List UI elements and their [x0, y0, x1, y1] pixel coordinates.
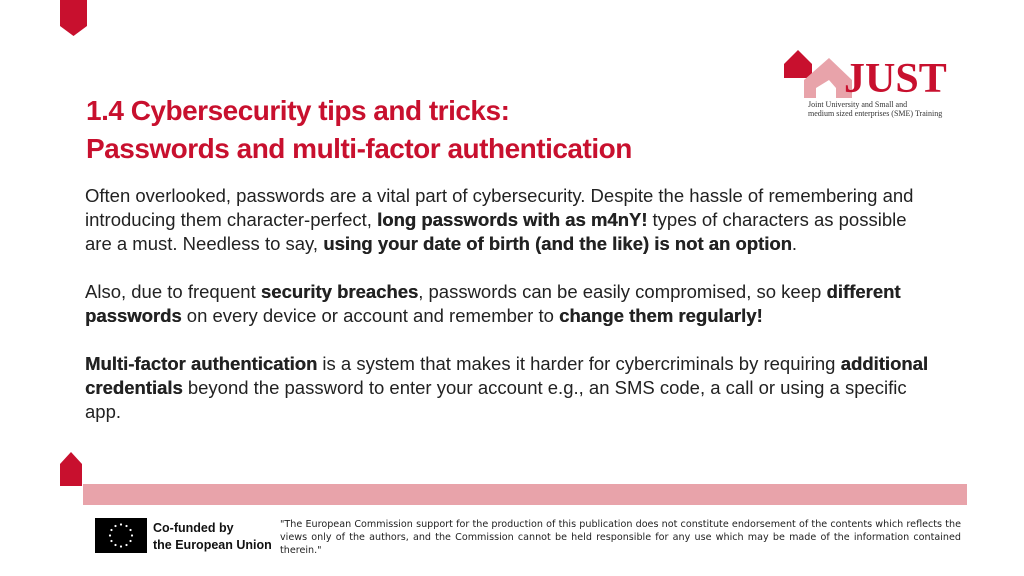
logo-wordmark: JUST [844, 56, 947, 102]
eu-star [125, 525, 127, 527]
eu-star [131, 534, 133, 536]
page-title [86, 92, 786, 168]
eu-star [120, 545, 122, 547]
bookmark-tab-icon [60, 0, 87, 36]
emphasis-change-regularly: change them regularly! [559, 305, 763, 326]
paragraph-breaches: Also, due to frequent security breaches, passwords can be easily compromised, so keep different passwords on every device or account and remember to change them regularly! [85, 281, 901, 326]
paragraph-mfa: Multi-factor authentication is a system that makes it harder for cybercriminals by requiring additional credentials beyond the password to enter your account e.g., an SMS code, a call or using a specific app. [85, 353, 928, 422]
body-content [85, 184, 935, 448]
eu-star [110, 540, 112, 542]
eu-star [129, 529, 131, 531]
eu-star [120, 523, 122, 525]
eu-star [114, 544, 116, 546]
eu-star [110, 529, 112, 531]
bookmark-tab-icon [60, 452, 82, 486]
emphasis-additional-credentials: additional credentials [85, 353, 928, 398]
eu-star [125, 544, 127, 546]
eu-flag-icon [95, 518, 147, 553]
emphasis-security-breaches: security breaches [260, 281, 419, 302]
title-line-1: 1.4 Cybersecurity tips and tricks: [86, 95, 510, 126]
footer-band [83, 484, 967, 505]
eu-cofunded-label: Co-funded by the European Union [153, 521, 272, 552]
title-line-2: Passwords and multi-factor authentication [86, 133, 632, 164]
emphasis-long-passwords: long passwords with as m4nY! [377, 209, 648, 230]
eu-star [114, 525, 116, 527]
logo-tagline: Joint University and Small and medium sized enterprises (SME) Training [808, 100, 943, 118]
emphasis-date-of-birth: using your date of birth (and the like) is not an option [323, 233, 792, 254]
paragraph-passwords: Often overlooked, passwords are a vital part of cybersecurity. Despite the hassle of remembering and introducing them character-perfect, long passwords with as m4nY! types of characters as possible are a must. Needless to say, using your date of birth (and the like) is not an option. [85, 185, 914, 254]
emphasis-different-passwords: different passwords [85, 281, 901, 326]
disclaimer-text: "The European Commission support for the production of this publication does not constitute endorsement of the contents which reflects the views only of the authors, and the Commission cannot be held responsible for any use which may be made of the information contained therein." [280, 519, 961, 556]
eu-star [109, 534, 111, 536]
eu-star [129, 540, 131, 542]
emphasis-mfa: Multi-factor authentication [85, 353, 318, 374]
